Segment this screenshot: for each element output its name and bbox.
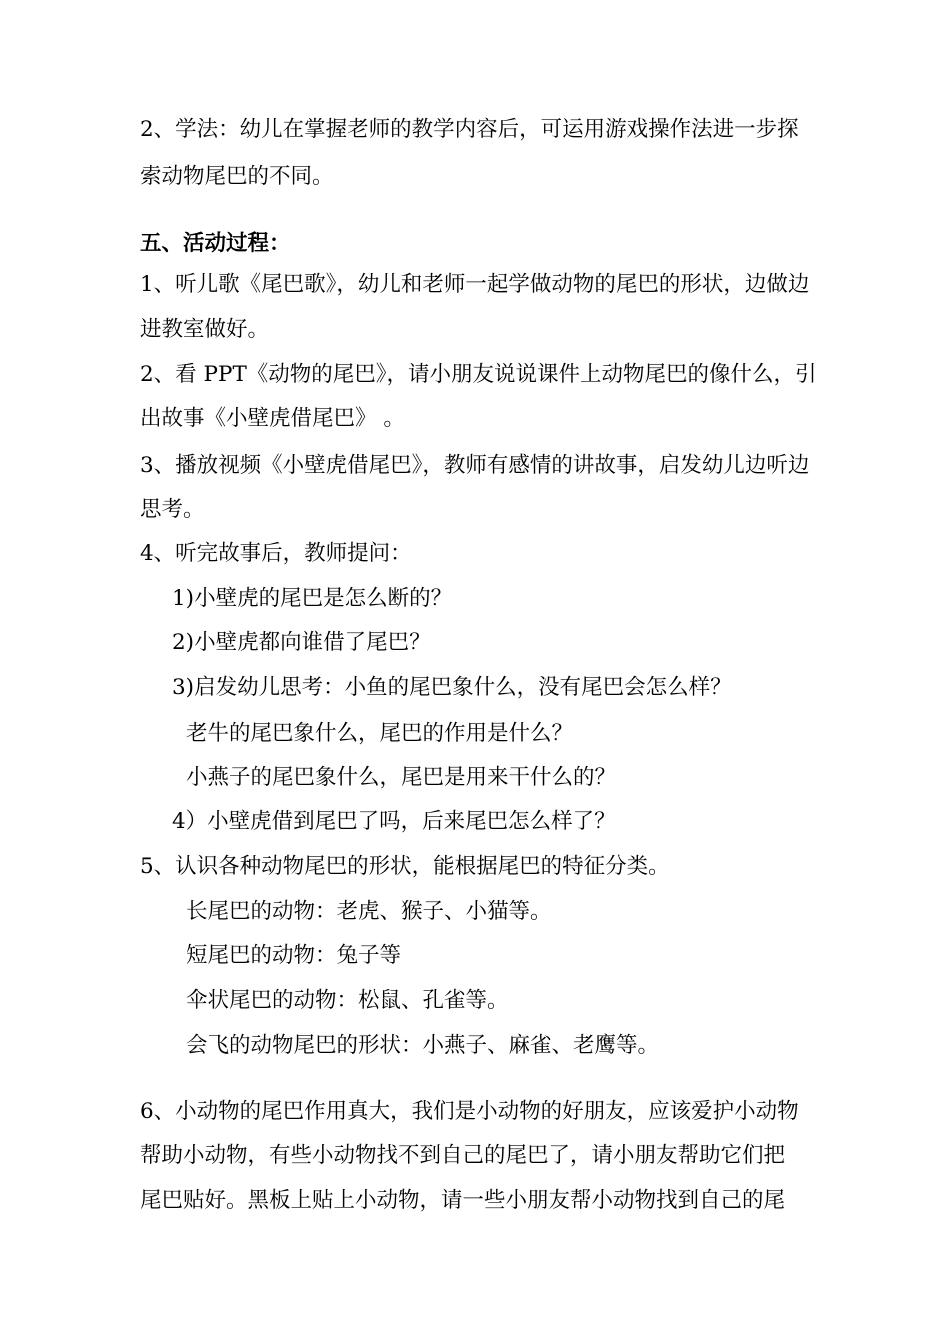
list-item: 伞状尾巴的动物：松鼠、孔雀等。 [186,988,509,1013]
section-heading: 五、活动过程： [140,231,291,256]
list-item: 3)启发幼儿思考：小鱼的尾巴象什么，没有尾巴会怎么样？ [172,675,732,700]
paragraph-line: 帮助小动物，有些小动物找不到自己的尾巴了，请小朋友帮助它们把 [140,1143,786,1168]
paragraph-line: 6、小动物的尾巴作用真大，我们是小动物的好朋友，应该爱护小动物 [140,1099,799,1124]
list-item: 短尾巴的动物：兔子等 [186,943,402,968]
paragraph-line: 2、看 PPT《动物的尾巴》，请小朋友说说课件上动物尾巴的像什么，引 [140,362,817,387]
paragraph-line: 思考。 [140,497,205,522]
paragraph-line: 索动物尾巴的不同。 [140,164,334,189]
paragraph-line: 出故事《小壁虎借尾巴》 。 [140,406,405,431]
list-item: 小燕子的尾巴象什么，尾巴是用来干什么的？ [186,765,617,790]
paragraph-line: 进教室做好。 [140,317,270,342]
list-item: 会飞的动物尾巴的形状：小燕子、麻雀、老鹰等。 [186,1033,660,1058]
paragraph-line: 5、认识各种动物尾巴的形状，能根据尾巴的特征分类。 [140,854,670,879]
list-item: 2)小壁虎都向谁借了尾巴？ [172,630,431,655]
paragraph-line: 尾巴贴好。黑板上贴上小动物，请一些小朋友帮小动物找到自己的尾 [140,1188,786,1213]
list-item: 老牛的尾巴象什么，尾巴的作用是什么？ [186,721,574,746]
list-item: 长尾巴的动物：老虎、猴子、小猫等。 [186,899,552,924]
list-item: 1)小壁虎的尾巴是怎么断的？ [172,586,453,611]
list-item: 4）小壁虎借到尾巴了吗，后来尾巴怎么样了？ [172,809,616,834]
paragraph-line: 1、听儿歌《尾巴歌》，幼儿和老师一起学做动物的尾巴的形状，边做边 [140,272,810,297]
paragraph-line: 2、学法：幼儿在掌握老师的教学内容后，可运用游戏操作法进一步探 [140,117,799,142]
paragraph-line: 3、播放视频《小壁虎借尾巴》，教师有感情的讲故事，启发幼儿边听边 [140,453,810,478]
paragraph-line: 4、听完故事后，教师提问： [140,541,412,566]
